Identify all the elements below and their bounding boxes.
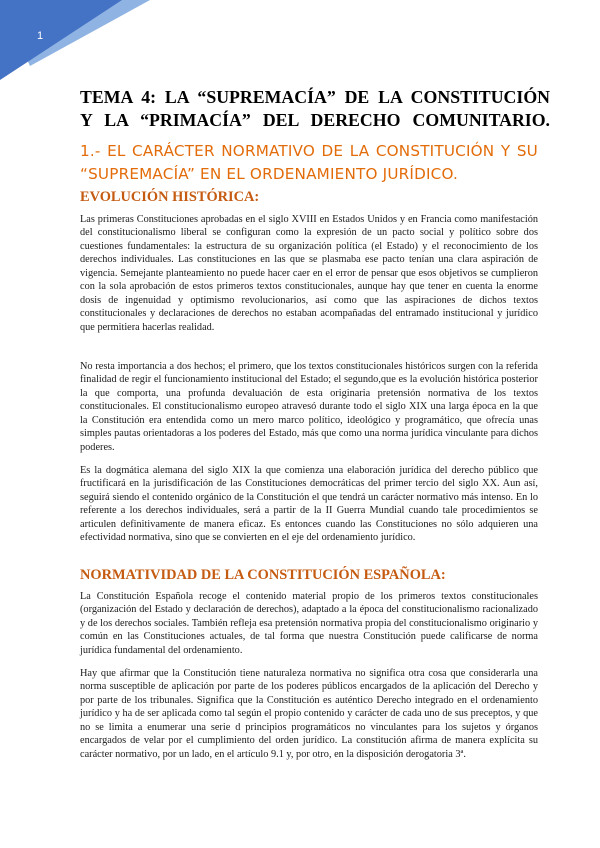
paragraph-evolucion-2: No resta importancia a dos hechos; el primero, que los textos constitucionales históricos surgen con la referida finalidad de regir el funcionamiento institucional del Estado; el segundo,que es la evolución histórica posterior la que comporta, una profunda devaluación de esta originaria pretensión normativa de los textos constitucionales. El constitucionalismo europeo atravesó durante todo el siglo XIX una larga época en la que la Constitución era entendida como un mero marco político, ideológico y programático, que ofrecía unas simples pautas orientadoras a los poderes del Estado, más que como una norma jurídica vinculante para dichos poderes. bbox=[80, 361, 538, 453]
paragraph-evolucion-3: Es la dogmática alemana del siglo XIX la que comienza una elaboración jurídica del derecho público que fructificará en la jurisdificación de las Constituciones democráticas del primer tercio del siglo XX. Aun así, seguirá siendo el contenido orgánico de la Constitución el que tendrá un carácter normativo más intenso. En lo referente a los derechos individuales, será a partir de la II Guerra Mundial cuando tale procedimientos se articulen definitivamente de manera eficaz. Es entonces cuando las Constituciones no sólo adquieren una efectividad normativa, sino que se convierten en el eje del ordenamiento jurídico. bbox=[80, 465, 538, 544]
paragraph-evolucion-1: Las primeras Constituciones aprobadas en el siglo XVIII en Estados Unidos y en Francia como manifestación del constitucionalismo liberal se configuran como la expresión de un pacto social y político sobre dos cuestiones fundamentales: la estructura de su organización política (el Estado) y el reconocimiento de los derechos individuales. Las constituciones en las que se plasmaba ese pacto tenían una clara aspiración de vigencia. Semejante planteamiento no puede hacer caer en el error de pensar que esos objetivos se cumplieron con la sola aprobación de estos primeros textos constitucionales, aunque hay que tener en cuenta la enorme dosis de ingenuidad y optimismo revolucionarios, así como que las aspiraciones de dichos textos constitucionales y declaraciones de derechos no estaban acompañadas del entramado institucional y jurídico que permitiera hacerlas realidad. bbox=[80, 214, 538, 333]
document-title bbox=[80, 86, 550, 132]
corner-decoration bbox=[0, 0, 150, 80]
document-title-line-2: Y LA “PRIMACÍA” DEL DERECHO COMUNITARIO. bbox=[80, 110, 550, 130]
heading-evolucion-historica: EVOLUCIÓN HISTÓRICA: bbox=[80, 189, 260, 205]
heading-normatividad: NORMATIVIDAD DE LA CONSTITUCIÓN ESPAÑOLA: bbox=[80, 567, 446, 583]
section-title-line-1: 1.- EL CARÁCTER NORMATIVO DE LA CONSTITUCIÓN Y SU bbox=[80, 142, 538, 160]
corner-dark-shape bbox=[0, 0, 122, 80]
page-number: 1 bbox=[37, 30, 44, 42]
paragraph-normatividad-1: La Constitución Española recoge el contenido material propio de los primeros textos constitucionales (organización del Estado y declaración de derechos), adaptado a la época del constitucionalismo racionalizado y de los derechos sociales. También refleja esa pretensión normativa propia del constitucionalismo originario y común en las Constituciones actuales, de tal forma que nuestra Constitución puede calificarse de norma jurídica fundamental del ordenamiento. bbox=[80, 591, 538, 656]
paragraph-normatividad-2: Hay que afirmar que la Constitución tiene naturaleza normativa no significa otra cosa que considerarla una norma susceptible de aplicación por parte de los poderes públicos encargados de la aplicación del Derecho y por parte de los tribunales. Significa que la Constitución es auténtico Derecho integrado en el ordenamiento jurídico y ha de ser aplicada como tal según el propio contenido y carácter de cada uno de sus preceptos, y que no se limita a enumerar una serie d principios programáticos no vinculantes para los sujetos y órganos encargados de velar por el cumplimiento del orden jurídico. La constitución afirma de manera explícita su carácter normativo, por un lado, en el artículo 9.1 y, por otro, en la disposición derogatoria 3ª. bbox=[80, 668, 538, 760]
section-title-line-2: “SUPREMACÍA” EN EL ORDENAMIENTO JURÍDICO. bbox=[80, 165, 459, 183]
section-title bbox=[80, 140, 538, 186]
document-title-line-1: TEMA 4: LA “SUPREMACÍA” DE LA CONSTITUCIÓN bbox=[80, 87, 550, 107]
